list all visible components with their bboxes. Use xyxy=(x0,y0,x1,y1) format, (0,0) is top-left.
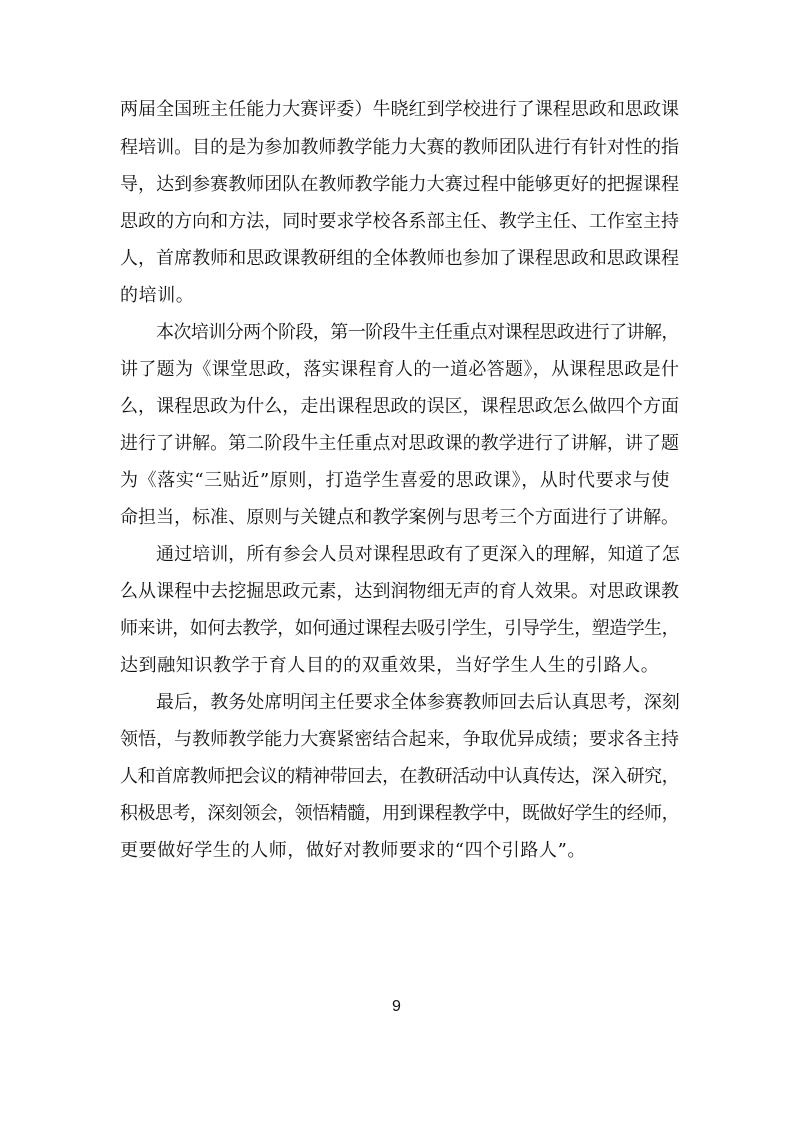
body-text-line: 达到融知识教学于育人目的的双重效果，当好学生人生的引路人。 xyxy=(120,655,660,676)
body-text-line: 领悟，与教师教学能力大赛紧密结合起来，争取优异成绩；要求各主持 xyxy=(120,729,680,750)
body-text-line: 么，课程思政为什么，走出课程思政的误区，课程思政怎么做四个方面 xyxy=(120,396,680,417)
body-text-line: 讲了题为《课堂思政，落实课程育人的一道必答题》，从课程思政是什 xyxy=(120,359,680,380)
body-text-line: 人，首席教师和思政课教研组的全体教师也参加了课程思政和思政课程 xyxy=(120,248,680,269)
paragraph-first-line: 本次培训分两个阶段，第一阶段牛主任重点对课程思政进行了讲解， xyxy=(156,322,679,343)
body-text-line: 命担当，标准、原则与关键点和教学案例与思考三个方面进行了讲解。 xyxy=(120,507,680,528)
body-text-line: 更要做好学生的人师，做好对教师要求的“四个引路人”。 xyxy=(120,840,587,861)
body-text-line: 两届全国班主任能力大赛评委）牛晓红到学校进行了课程思政和思政课 xyxy=(120,99,680,120)
paragraph-first-line: 通过培训，所有参会人员对课程思政有了更深入的理解，知道了怎 xyxy=(156,544,680,565)
body-text-line: 为《落实“三贴近”原则，打造学生喜爱的思政课》，从时代要求与使 xyxy=(120,470,671,491)
body-text-line: 导，达到参赛教师团队在教师教学能力大赛过程中能够更好的把握课程 xyxy=(120,174,680,195)
body-text-line: 思政的方向和方法，同时要求学校各系部主任、教学主任、工作室主持 xyxy=(120,211,680,232)
page-number: 9 xyxy=(392,998,401,1015)
body-text-line: 人和首席教师把会议的精神带回去，在教研活动中认真传达，深入研究， xyxy=(120,766,680,787)
body-text-line: 师来讲，如何去教学，如何通过课程去吸引学生，引导学生，塑造学生， xyxy=(120,618,680,639)
body-text-line: 的培训。 xyxy=(120,285,195,306)
paragraph-first-line: 最后，教务处席明闰主任要求全体参赛教师回去后认真思考，深刻 xyxy=(156,692,680,713)
body-text-line: 进行了讲解。第二阶段牛主任重点对思政课的教学进行了讲解，讲了题 xyxy=(120,433,680,454)
body-text-line: 么从课程中去挖掘思政元素，达到润物细无声的育人效果。对思政课教 xyxy=(120,581,680,602)
body-text-line: 程培训。目的是为参加教师教学能力大赛的教师团队进行有针对性的指 xyxy=(120,137,680,158)
body-text-line: 积极思考，深刻领会，领悟精髓，用到课程教学中，既做好学生的经师， xyxy=(120,803,680,824)
